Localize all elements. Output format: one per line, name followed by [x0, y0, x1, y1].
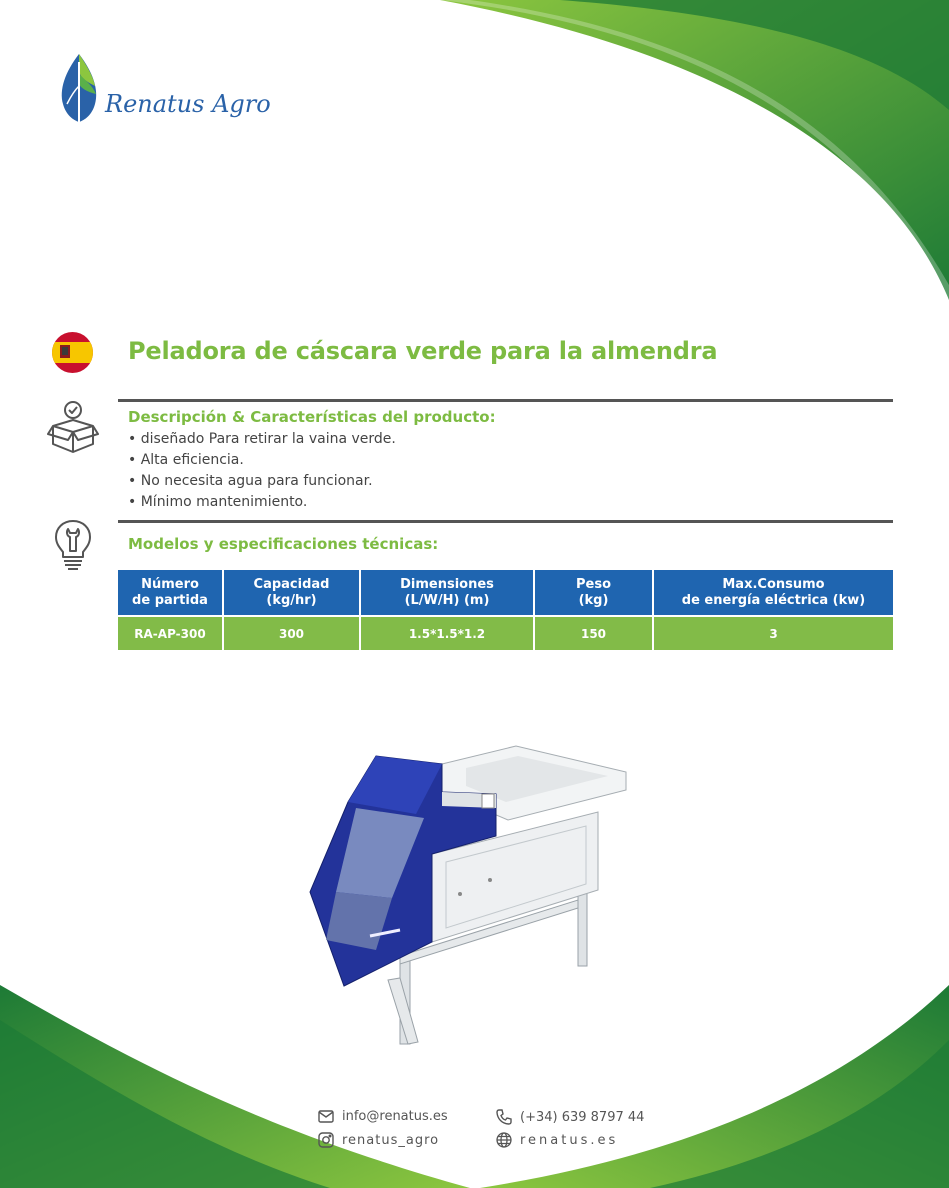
spec-table: [118, 570, 893, 650]
cell-capacity: 300: [223, 616, 360, 650]
col-header-weight: Peso (kg): [534, 570, 653, 616]
email-icon: [318, 1110, 334, 1123]
phone-icon: [496, 1109, 512, 1125]
feature-item: • No necesita agua para funcionar.: [128, 471, 396, 492]
feature-list: [128, 429, 396, 513]
feature-item: • Mínimo mantenimiento.: [128, 492, 396, 513]
specs-heading: Modelos y especificaciones técnicas:: [128, 535, 439, 553]
col-header-capacity: Capacidad (kg/hr): [223, 570, 360, 616]
box-check-icon: [47, 400, 99, 454]
brand-name: Renatus Agro: [105, 90, 271, 118]
cell-dimensions: 1.5*1.5*1.2: [360, 616, 534, 650]
col-header-power: Max.Consumo de energía eléctrica (kw): [653, 570, 893, 616]
lightbulb-wrench-icon: [54, 519, 92, 573]
description-heading: Descripción & Características del producto:: [128, 408, 496, 426]
contact-website[interactable]: renatus.es: [496, 1132, 618, 1148]
cell-weight: 150: [534, 616, 653, 650]
table-row: [118, 616, 893, 650]
col-header-part-number: Número de partida: [118, 570, 223, 616]
instagram-icon: [318, 1132, 334, 1148]
table-header-row: [118, 570, 893, 616]
cell-power: 3: [653, 616, 893, 650]
spain-flag-icon: [52, 332, 93, 373]
contact-instagram[interactable]: renatus_agro: [318, 1132, 439, 1148]
section-divider-2: [118, 520, 893, 523]
globe-icon: [496, 1132, 512, 1148]
contact-phone[interactable]: (+34) 639 8797 44: [496, 1109, 644, 1125]
section-divider-1: [118, 399, 893, 402]
product-machine-image: [296, 742, 636, 1052]
leaf-logo-icon: [57, 52, 101, 124]
feature-item: • Alta eficiencia.: [128, 450, 396, 471]
brand-logo: [57, 52, 317, 128]
product-title: Peladora de cáscara verde para la almendra: [128, 337, 718, 365]
cell-part-number: RA-AP-300: [118, 616, 223, 650]
col-header-dimensions: Dimensiones (L/W/H) (m): [360, 570, 534, 616]
contact-email[interactable]: info@renatus.es: [318, 1109, 448, 1124]
feature-item: • diseñado Para retirar la vaina verde.: [128, 429, 396, 450]
